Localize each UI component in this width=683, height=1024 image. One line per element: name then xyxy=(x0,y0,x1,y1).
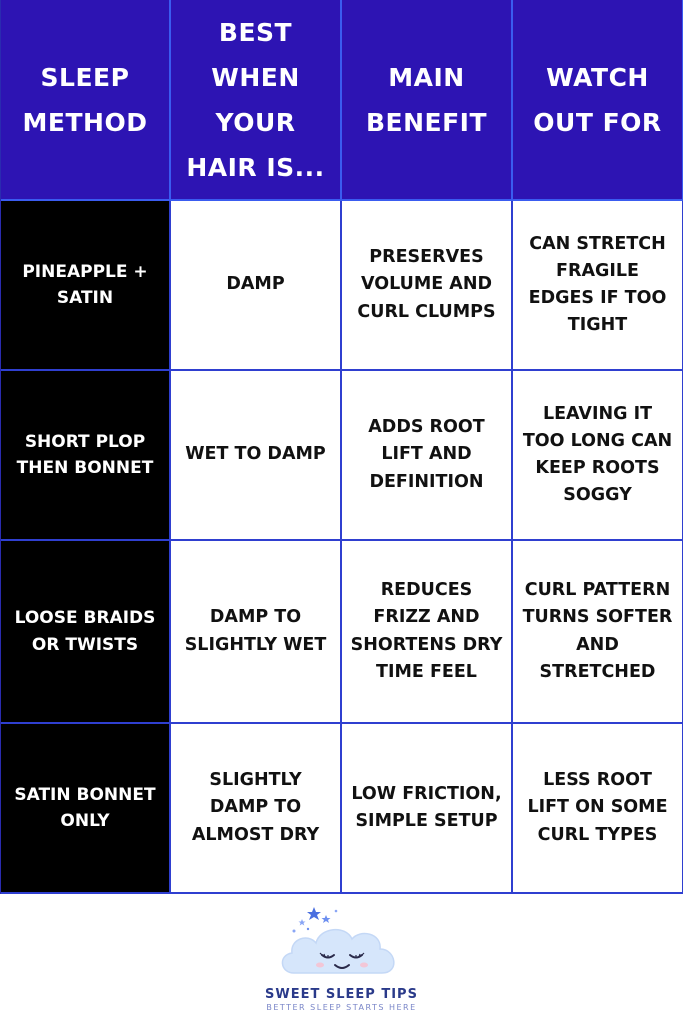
row-best-when: SLIGHTLY DAMP TO ALMOST DRY xyxy=(171,724,342,894)
row-watch-out: CURL PATTERN TURNS SOFTER AND STRETCHED xyxy=(513,541,683,724)
header-best-when: BEST WHEN YOUR HAIR IS... xyxy=(171,0,342,201)
footer-logo xyxy=(0,895,683,1024)
header-sleep-method: SLEEP METHOD xyxy=(1,0,171,201)
row-method: SHORT PLOP THEN BONNET xyxy=(1,371,171,541)
row-watch-out: LESS ROOT LIFT ON SOME CURL TYPES xyxy=(513,724,683,894)
row-benefit: ADDS ROOT LIFT AND DEFINITION xyxy=(342,371,513,541)
row-benefit: LOW FRICTION, SIMPLE SETUP xyxy=(342,724,513,894)
brand-tagline: BETTER SLEEP STARTS HERE xyxy=(266,1003,417,1012)
row-best-when: WET TO DAMP xyxy=(171,371,342,541)
row-method: SATIN BONNET ONLY xyxy=(1,724,171,894)
row-benefit: REDUCES FRIZZ AND SHORTENS DRY TIME FEEL xyxy=(342,541,513,724)
header-watch-out-for: WATCH OUT FOR xyxy=(513,0,683,201)
row-method: PINEAPPLE + SATIN xyxy=(1,201,171,371)
sleeping-cloud-icon xyxy=(272,903,412,985)
row-method: LOOSE BRAIDS OR TWISTS xyxy=(1,541,171,724)
row-watch-out: LEAVING IT TOO LONG CAN KEEP ROOTS SOGGY xyxy=(513,371,683,541)
row-best-when: DAMP xyxy=(171,201,342,371)
row-best-when: DAMP TO SLIGHTLY WET xyxy=(171,541,342,724)
row-benefit: PRESERVES VOLUME AND CURL CLUMPS xyxy=(342,201,513,371)
brand-name: SWEET SLEEP TIPS xyxy=(265,987,418,1002)
header-main-benefit: MAIN BENEFIT xyxy=(342,0,513,201)
row-watch-out: CAN STRETCH FRAGILE EDGES IF TOO TIGHT xyxy=(513,201,683,371)
